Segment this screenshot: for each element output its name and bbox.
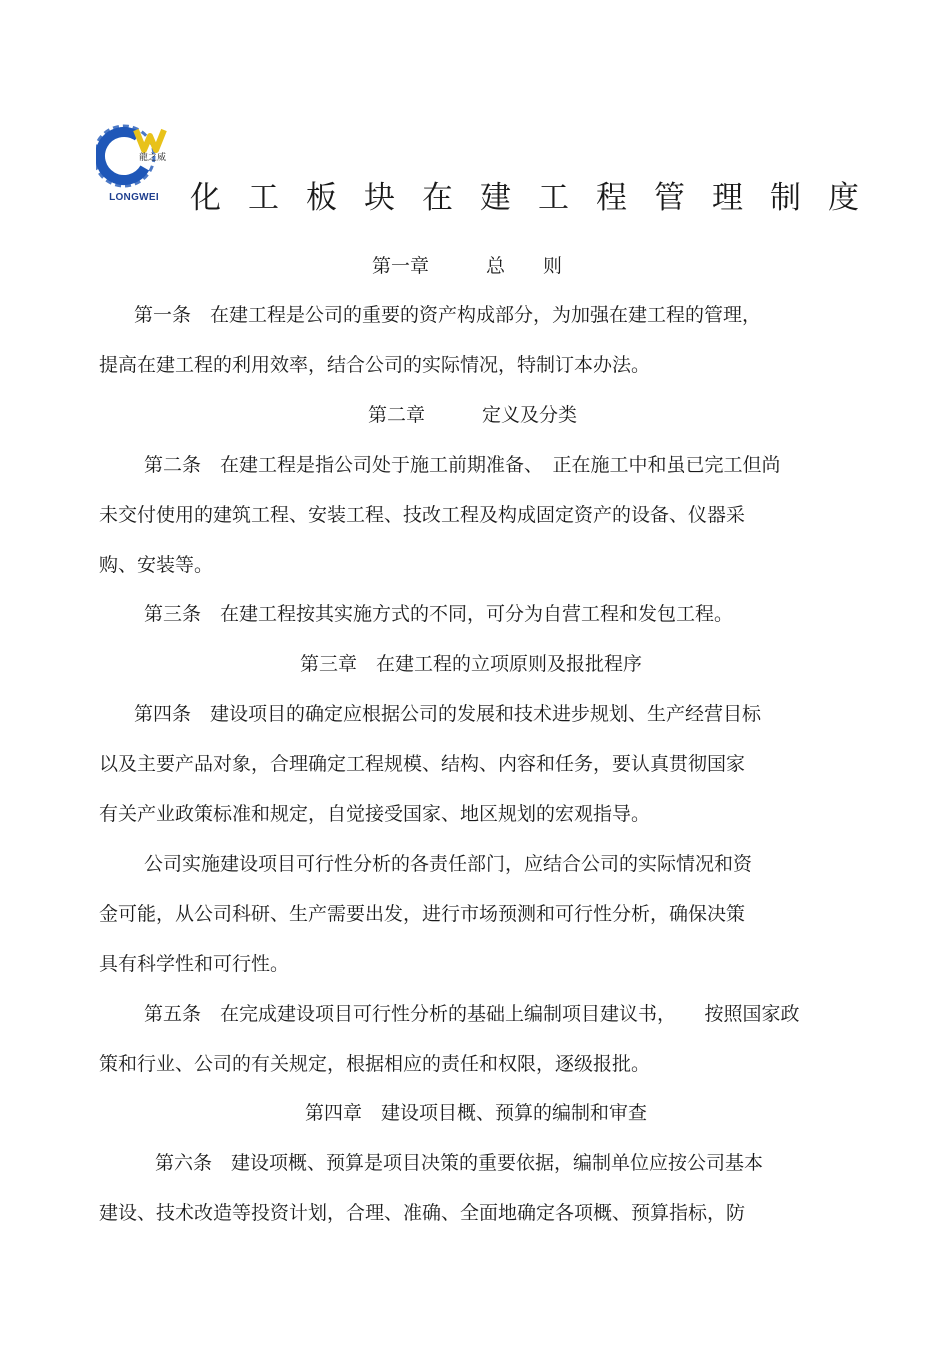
article-4-line-2: 以及主要产品对象，合理确定工程规模、结构、内容和任务，要认真贯彻国家 [99, 753, 746, 775]
article-4-line-1: 第四条 建设项目的确定应根据公司的发展和技术进步规划、生产经营目标 [134, 703, 762, 725]
chapter-3-heading: 第三章 在建工程的立项原则及报批程序 [300, 653, 643, 675]
chapter-2-heading: 第二章 定义及分类 [368, 404, 578, 426]
article-1-line-1: 第一条 在建工程是公司的重要的资产构成部分，为加强在建工程的管理， [134, 304, 762, 326]
company-logo [96, 124, 172, 206]
article-6-line-1: 第六条 建设项概、预算是项目决策的重要依据，编制单位应按公司基本 [155, 1152, 764, 1174]
chapter-1-heading: 第一章 总 则 [372, 255, 563, 277]
article-1-line-2: 提高在建工程的利用效率，结合公司的实际情况，特制订本办法。 [99, 354, 651, 376]
document-title: 化工板块在建工程管理制度 [190, 180, 886, 216]
article-5-line-2: 策和行业、公司的有关规定，根据相应的责任和权限，逐级报批。 [99, 1053, 651, 1075]
article-5-line-1: 第五条 在完成建设项目可行性分析的基础上编制项目建议书， 按照国家政 [144, 1003, 800, 1025]
article-2-line-3: 购、安装等。 [99, 554, 214, 576]
article-2-line-1: 第二条 在建工程是指公司处于施工前期准备、 正在施工中和虽已完工但尚 [144, 454, 781, 476]
chapter-4-heading: 第四章 建设项目概、预算的编制和审查 [305, 1102, 648, 1124]
article-3-line-1: 第三条 在建工程按其实施方式的不同，可分为自营工程和发包工程。 [144, 603, 734, 625]
logo-wordmark: LONGWEI [109, 192, 159, 203]
article-4-para-2-line-1: 公司实施建设项目可行性分析的各责任部门，应结合公司的实际情况和资 [144, 853, 753, 875]
article-4-line-3: 有关产业政策标准和规定，自觉接受国家、地区规划的宏观指导。 [99, 803, 651, 825]
article-2-line-2: 未交付使用的建筑工程、安装工程、技改工程及构成固定资产的设备、仪器采 [99, 504, 746, 526]
article-4-para-2-line-3: 具有科学性和可行性。 [99, 953, 290, 975]
article-4-para-2-line-2: 金可能，从公司科研、生产需要出发，进行市场预测和可行性分析，确保决策 [99, 903, 746, 925]
article-6-line-2: 建设、技术改造等投资计划，合理、准确、全面地确定各项概、预算指标，防 [99, 1202, 746, 1224]
logo-chinese-text: 龍之威 [139, 153, 167, 163]
